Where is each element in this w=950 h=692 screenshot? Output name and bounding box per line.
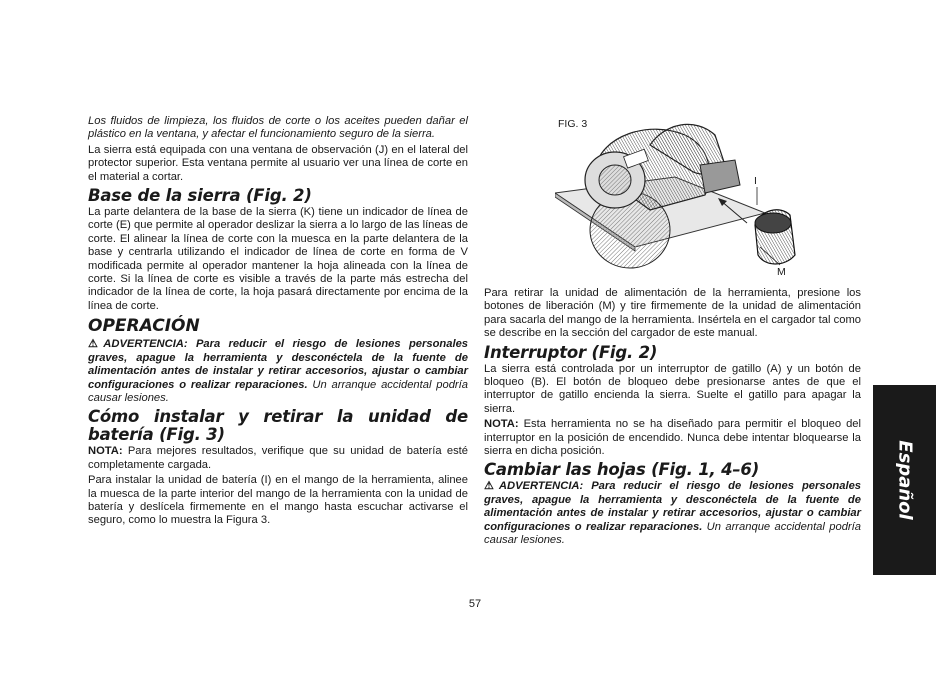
fluids-warning-text: Los fluidos de limpieza, los fluidos de corte o los aceites pueden dañar el plástico en la ventana, y afectar el funcionamiento seguro de la sierra. bbox=[88, 115, 468, 141]
nota-label-right: NOTA: bbox=[484, 418, 519, 431]
warning-paragraph-right bbox=[484, 480, 861, 547]
heading-base: Base de la sierra (Fig. 2) bbox=[88, 186, 312, 206]
base-paragraph: La parte delantera de la base de la sierra (K) tiene un indicador de línea de corte (E) que permite al operador deslizar la sierra a lo largo de las líneas de corte. El alinear la línea de corte con la muesca en la parte delantera de la base y centrarla utilizando el indicador de línea de corte en forma de V modificada permite al operador mantener la hoja alineada con la línea de corte. Si la línea de corte es visible a través de la parte más estrecha del indicador de la línea de corte, la hoja pasará directamente por encima de la línea de corte. bbox=[88, 206, 468, 312]
page-number: 57 bbox=[468, 598, 482, 610]
warning-icon-right: ⚠ bbox=[484, 480, 499, 493]
heading-interruptor: Interruptor (Fig. 2) bbox=[484, 342, 658, 362]
instalar-paragraph: Para instalar la unidad de batería (I) en el mango de la herramienta, alinee la muesca de la parte interior del mango de la herramienta con la unidad de batería y deslícela firmemente en el mango hasta escuchar activarse el seguro, como lo muestra la Figura 3. bbox=[88, 474, 468, 527]
heading-hojas: Cambiar las hojas (Fig. 1, 4–6) bbox=[484, 460, 760, 480]
warning-rest: Un arranque accidental podría causar lesiones. bbox=[88, 378, 468, 404]
left-column bbox=[88, 115, 468, 530]
callout-m: M bbox=[777, 266, 786, 278]
heading-instalar: Cómo instalar y retirar la unidad de batería (Fig. 3) bbox=[88, 407, 468, 445]
warning-bold-right: ADVERTENCIA: Para reducir el riesgo de lesiones personales graves, apague la herramienta y desconéctela de la fuente de alimentación antes de instalar y retirar accesorios, ajustar o cambiar configuraciones o realizar reparaciones. bbox=[484, 480, 862, 533]
nota-label: NOTA: bbox=[88, 445, 123, 458]
callout-i: I bbox=[754, 175, 757, 187]
nota-text: Para mejores resultados, verifique que su unidad de batería esté completamente cargada. bbox=[88, 445, 468, 471]
right-column bbox=[484, 287, 861, 550]
warning-bold: ADVERTENCIA: Para reducir el riesgo de lesiones personales graves, apague la herramienta y desconéctela de la fuente de alimentación antes de instalar y retirar accesorios, ajustar o cambiar configuraciones o realizar reparaciones. bbox=[88, 338, 469, 391]
language-side-tab bbox=[873, 385, 936, 575]
saw-illustration bbox=[555, 115, 825, 280]
heading-operacion: OPERACIÓN bbox=[88, 316, 200, 337]
nota-paragraph-left bbox=[88, 445, 468, 472]
nota-text-right: Esta herramienta no se ha diseñado para permitir el bloqueo del interruptor en la posición de encendido. Nunca debe intentar bloquearse la sierra en dicha posición. bbox=[484, 418, 861, 458]
nota-paragraph-right bbox=[484, 418, 861, 458]
warning-rest-right: Un arranque accidental podría causar lesiones. bbox=[484, 520, 861, 547]
warning-paragraph-left bbox=[88, 338, 468, 405]
window-paragraph: La sierra está equipada con una ventana de observación (J) en el lateral del protector superior. Esta ventana permite al usuario ver una línea de corte en el material a cortar. bbox=[88, 143, 468, 183]
figure-3 bbox=[555, 115, 825, 280]
retirar-paragraph: Para retirar la unidad de alimentación de la herramienta, presione los botones de liberación (M) y tire firmemente de la unidad de alimentación para sacarla del mango de la herramienta. Insértela en el cargador tal como se describe en la sección del cargador de este manual. bbox=[484, 287, 861, 340]
side-tab-label: Español bbox=[894, 440, 915, 520]
interruptor-paragraph: La sierra está controlada por un interruptor de gatillo (A) y un botón de bloqueo (B). El botón de bloqueo debe presionarse antes de que el interruptor de gatillo encienda la sierra. Suelte el gatillo para apagar la sierra. bbox=[484, 362, 861, 415]
warning-icon: ⚠ bbox=[88, 338, 104, 351]
figure-label: FIG. 3 bbox=[558, 118, 588, 130]
